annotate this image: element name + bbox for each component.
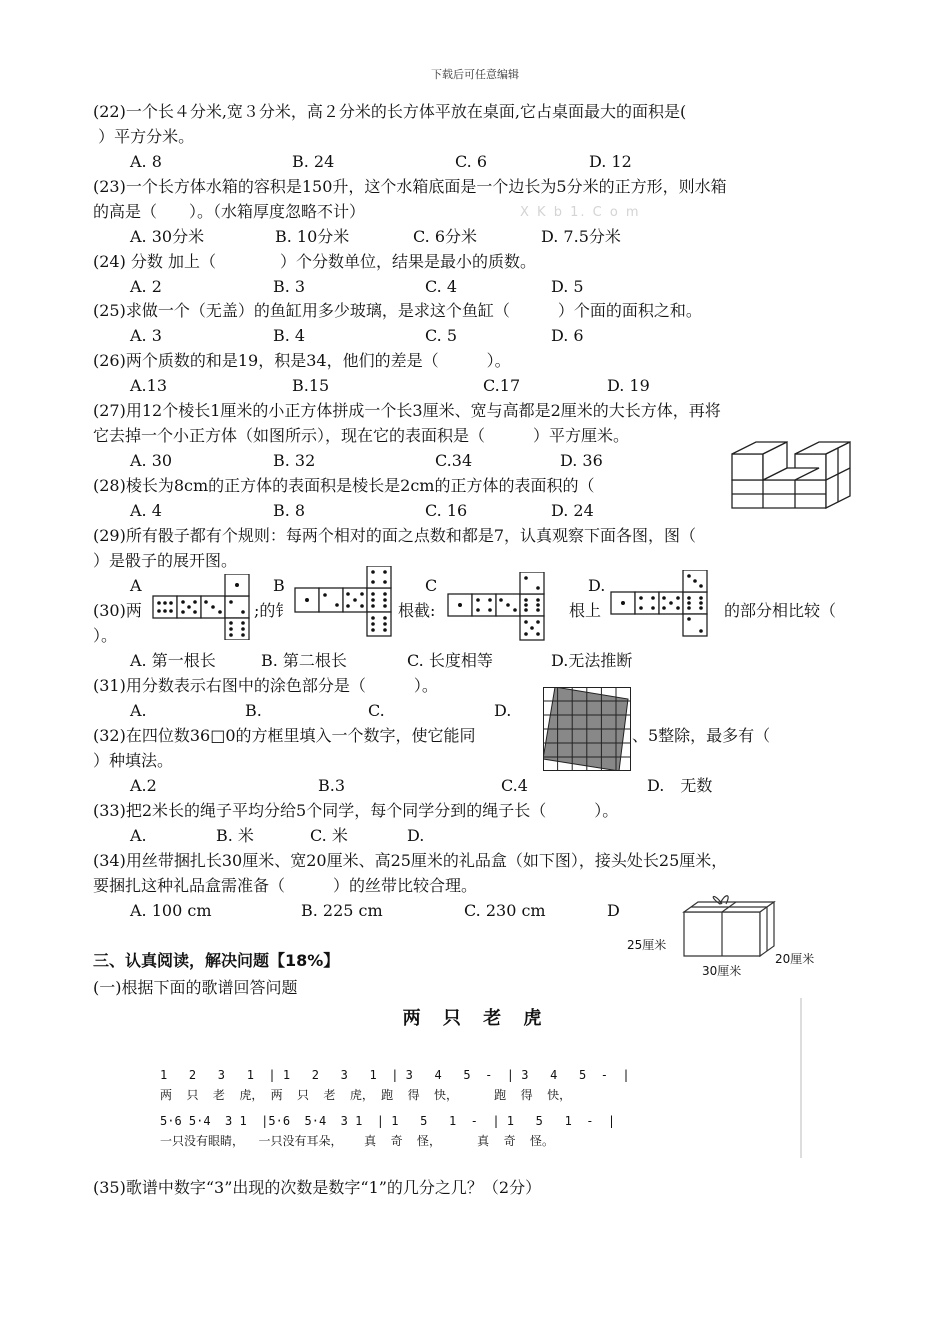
q27-line2: 它去掉一个小正方体（如图所示），现在它的表面积是（ ）平方厘米。 [93,426,630,445]
q32-option-b: B.3 [318,776,346,795]
q28-option-a: A. 4 [130,501,162,520]
q33-option-b: B. 米 [216,826,254,845]
q28-line1: (28)棱长为8cm的正方体的表面积是棱长是2cm的正方体的表面积的（ [93,476,595,495]
q31-option-d: D. [494,701,512,720]
box-height-label: 25厘米 [627,938,667,952]
q31-option-c: C. [368,701,385,720]
q32-option-d: D. 无数 [647,776,713,795]
q26-option-c: C.17 [483,376,521,395]
q26-line1: (26)两个质数的和是19，积是34，他们的差是（ ）。 [93,351,511,370]
gift-box-figure [680,890,780,962]
q25-option-a: A. 3 [130,326,162,345]
dice-net-d [610,570,712,638]
q22-option-a: A. 8 [130,152,162,171]
dice-net-b [294,566,394,638]
cuboid-figure [728,440,860,510]
q23-line2: 的高是（ ）。（水箱厚度忽略不计） [93,202,366,221]
q26-option-b: B.15 [292,376,330,395]
q32-option-a: A.2 [130,776,157,795]
q28-option-d: D. 24 [551,501,594,520]
q28-option-b: B. 8 [273,501,306,520]
q29-label-c: C [425,576,438,595]
q30-part-4: 根上 [569,601,602,620]
q30-part-2: ;的钅 [254,601,292,620]
song-row2-notes: 5·6 5·4 3 1 |5·6 5·4 3 1 | 1 5 1 - | 1 5 1 - | [160,1114,616,1128]
q29-label-d: D. [588,576,606,595]
q24-line1: (24) 分数 加上（ ）个分数单位，结果是最小的质数。 [93,252,537,271]
q30-part-5: 的部分相比较（ [724,601,837,620]
song-row1-lyrics: 两 只 老 虎， 两 只 老 虎， 跑 得 快， 跑 得 快， [160,1088,572,1102]
q32-line1b: 、5整除，最多有（ [632,726,771,745]
q33-option-c: C. 米 [310,826,348,845]
q27-option-d: D. 36 [560,451,603,470]
q27-option-b: B. 32 [273,451,316,470]
watermark: X K b 1. C o m [520,205,641,220]
q28-option-c: C. 16 [425,501,468,520]
song-row1-notes: 1 2 3 1 | 1 2 3 1 | 3 4 5 - | 3 4 5 - | [160,1068,630,1082]
q34-line1: (34)用丝带捆扎长30厘米、宽20厘米、高25厘米的礼品盒（如下图），接头处长25厘米， [93,851,728,870]
q26-option-a: A.13 [130,376,167,395]
q33-line1: (33)把2米长的绳子平均分给5个同学，每个同学分到的绳子长（ ）。 [93,801,619,820]
box-length-label: 30厘米 [702,964,742,978]
q33-option-a: A. [130,826,147,845]
song-row2-lyrics: 一只没有眼睛， 一只没有耳朵， 真 奇 怪， 真 奇 怪。 [160,1134,555,1148]
q30-line2: ）。 [93,626,118,645]
q24-option-c: C. 4 [425,277,458,296]
q25-line1: (25)求做一个（无盖）的鱼缸用多少玻璃，是求这个鱼缸（ ）个面的面积之和。 [93,301,702,320]
q24-option-a: A. 2 [130,277,162,296]
q25-option-b: B. 4 [273,326,306,345]
q30-part-3: 根截: [398,601,436,620]
q22-line2: ）平方分米。 [93,127,195,146]
q24-option-b: B. 3 [273,277,306,296]
dice-net-a [152,574,252,640]
q27-option-c: C.34 [435,451,473,470]
q29-line1: (29)所有骰子都有个规则：每两个相对的面之点数和都是7，认真观察下面各图，图（ [93,526,697,545]
q33-option-d: D. [407,826,425,845]
q22-line1: (22)一个长４分米,宽３分米，高２分米的长方体平放在桌面,它占桌面最大的面积是( [93,102,687,121]
q34-option-c: C. 230 cm [464,901,546,920]
q22-option-d: D. 12 [589,152,632,171]
q27-line1: (27)用12个棱长1厘米的小正方体拼成一个长3厘米、宽与高都是2厘米的大长方体，再将 [93,401,721,420]
part-1-heading: (一)根据下面的歌谱回答问题 [93,978,298,997]
page-header: 下载后可任意编辑 [431,68,519,81]
q32-line2: ）种填法。 [93,751,174,770]
shaded-square-grid-figure [543,687,631,771]
q29-line2: ）是骰子的展开图。 [93,551,238,570]
q30-part-1: (30)两 [93,601,142,620]
q30-option-d: D.无法推断 [551,651,633,670]
song-sheet [152,998,802,1158]
q22-option-c: C. 6 [455,152,488,171]
q32-option-c: C.4 [501,776,528,795]
q23-option-a: A. 30分米 [130,227,205,246]
q27-option-a: A. 30 [130,451,173,470]
q30-option-c: C. 长度相等 [407,651,493,670]
q24-option-d: D. 5 [551,277,584,296]
box-width-label: 20厘米 [775,952,815,966]
q23-option-d: D. 7.5分米 [541,227,621,246]
q32-line1a: (32)在四位数36□0的方框里填入一个数字，使它能同 [93,726,476,745]
q26-option-d: D. 19 [607,376,650,395]
q31-option-b: B. [245,701,262,720]
q30-option-a: A. 第一根长 [130,651,216,670]
q31-option-a: A. [130,701,147,720]
q34-option-a: A. 100 cm [130,901,212,920]
q35-line1: (35)歌谱中数字“3”出现的次数是数字“1”的几分之几？（2分） [93,1178,542,1197]
q30-option-b: B. 第二根长 [261,651,347,670]
q34-line2: 要捆扎这种礼品盒需准备（ ）的丝带比较合理。 [93,876,478,895]
q25-option-c: C. 5 [425,326,458,345]
q23-line1: (23)一个长方体水箱的容积是150升，这个水箱底面是一个边长为5分米的正方形，则水箱 [93,177,727,196]
song-title: 两 只 老 虎 [402,1008,550,1029]
q34-option-d: D [607,901,620,920]
q34-option-b: B. 225 cm [301,901,383,920]
q31-line1: (31)用分数表示右图中的涂色部分是（ ）。 [93,676,438,695]
dice-net-c [447,572,549,642]
section-3-heading: 三、认真阅读，解决问题【18%】 [93,951,340,970]
q29-label-a: A [130,576,142,595]
q23-option-b: B. 10分米 [275,227,350,246]
q22-option-b: B. 24 [292,152,335,171]
q29-label-b: B [273,576,285,595]
q23-option-c: C. 6分米 [413,227,478,246]
q25-option-d: D. 6 [551,326,584,345]
